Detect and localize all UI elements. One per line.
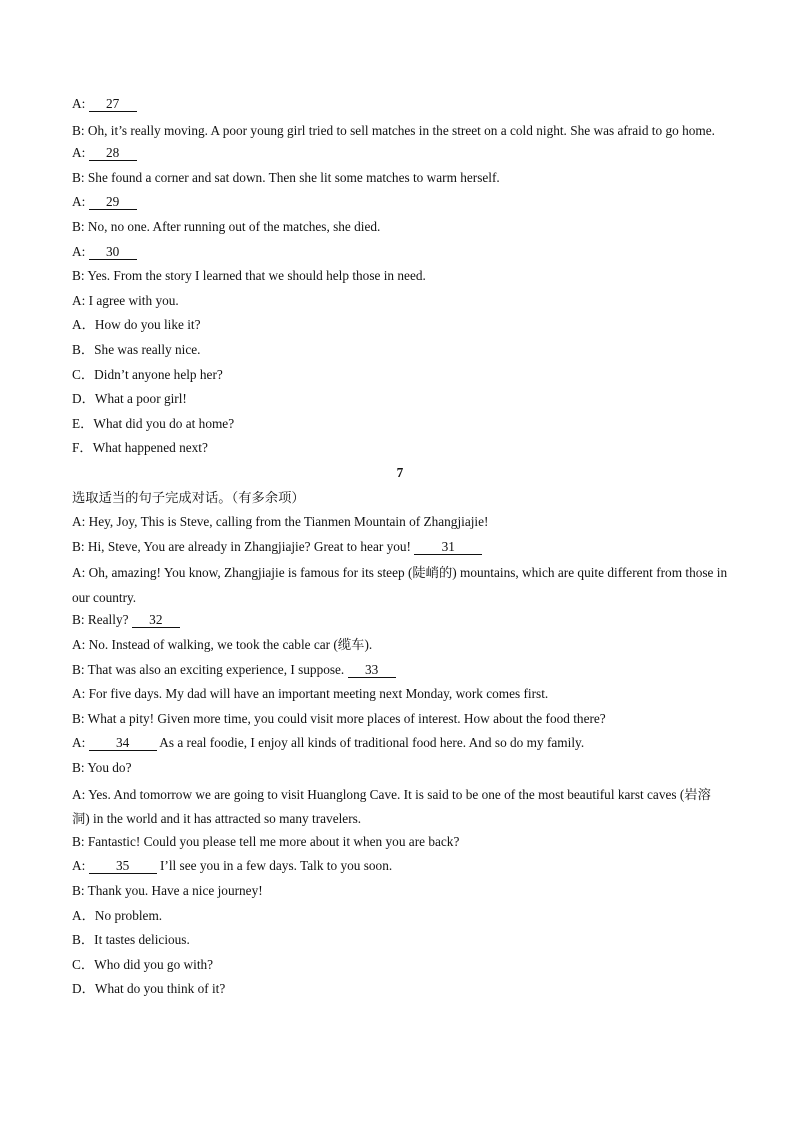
speaker-label: B:	[72, 122, 85, 138]
speaker-label: A:	[72, 243, 86, 259]
dialogue-text: Oh, it’s really moving. A poor young girl tried to sell matches in the street on a cold night. She was afraid to go home.	[87, 122, 715, 138]
answer-blank: 30	[89, 244, 137, 260]
question-number: 7	[396, 464, 404, 480]
dialogue-text: As a real foodie, I enjoy all kinds of traditional food here. And so do my family.	[159, 735, 585, 751]
option-item: E．What did you do at home?	[72, 415, 235, 431]
option-item: B．She was really nice.	[72, 341, 201, 357]
dialogue-line	[72, 537, 728, 562]
dialogue-line	[72, 856, 728, 881]
option-item: A．How do you like it?	[72, 317, 201, 333]
answer-blank: 32	[132, 612, 180, 628]
dialogue-line: A: Yes. And tomorrow we are going to visit Huanglong Cave. It is said to be one of the most beautiful karst caves (岩溶洞) in the world and it has attracted so many travelers.	[72, 786, 711, 827]
dialogue-text: She found a corner and sat down. Then she lit some matches to warm herself.	[87, 169, 500, 185]
instruction-text: 选取适当的句子完成对话。（有多余项）	[72, 489, 305, 505]
dialogue-line	[72, 119, 728, 144]
speaker-label: B:	[72, 218, 85, 234]
dialogue-line	[72, 242, 728, 267]
speaker-label: B:	[72, 169, 85, 185]
dialogue-text: B: That was also an exciting experience, I suppose.	[72, 661, 345, 677]
dialogue-line: A: Hey, Joy, This is Steve, calling from the Tianmen Mountain of Zhangjiajie!	[72, 514, 489, 530]
option-item: F．What happened next?	[72, 440, 208, 456]
dialogue-line	[72, 192, 728, 217]
option-item: D．What do you think of it?	[72, 981, 226, 997]
answer-blank: 28	[89, 145, 137, 161]
option-item: D．What a poor girl!	[72, 391, 187, 407]
document-page	[72, 94, 728, 1004]
dialogue-line	[72, 660, 728, 685]
dialogue-line: B: What a pity! Given more time, you could visit more places of interest. How about the food there?	[72, 710, 606, 726]
dialogue-line	[72, 217, 728, 242]
dialogue-line: A: Oh, amazing! You know, Zhangjiajie is famous for its steep (陡峭的) mountains, which are quite different from those in our country.	[72, 565, 728, 605]
speaker-label: A:	[72, 145, 86, 161]
dialogue-line: B: Thank you. Have a nice journey!	[72, 883, 263, 898]
dialogue-line: A: For five days. My dad will have an important meeting next Monday, work comes first.	[72, 686, 549, 702]
option-item: A．No problem.	[72, 907, 163, 923]
answer-blank: 31	[414, 539, 482, 555]
answer-blank: 27	[89, 96, 137, 112]
dialogue-text: No, no one. After running out of the matches, she died.	[87, 218, 381, 234]
dialogue-line	[72, 143, 728, 168]
dialogue-line	[72, 94, 728, 119]
answer-blank: 33	[348, 662, 396, 678]
answer-blank: 29	[89, 194, 137, 210]
option-item: C．Who did you go with?	[72, 956, 214, 972]
dialogue-line	[72, 168, 728, 193]
dialogue-line	[72, 266, 728, 291]
speaker-label: A:	[72, 194, 86, 210]
dialogue-line: B: You do?	[72, 760, 132, 776]
dialogue-line: B: Fantastic! Could you please tell me more about it when you are back?	[72, 833, 460, 849]
speaker-label: A:	[72, 858, 86, 874]
dialogue-line	[72, 291, 728, 316]
answer-blank: 35	[89, 858, 157, 874]
option-item: C．Didn’t anyone help her?	[72, 366, 223, 382]
dialogue-text: Yes. From the story I learned that we should help those in need.	[87, 268, 426, 284]
speaker-label: B:	[72, 268, 85, 284]
speaker-label: A:	[72, 96, 86, 111]
answer-blank: 34	[89, 735, 157, 751]
dialogue-text: I’ll see you in a few days. Talk to you soon.	[159, 858, 393, 874]
speaker-label: A:	[72, 292, 86, 308]
option-item: B．It tastes delicious.	[72, 932, 190, 948]
dialogue-line	[72, 610, 728, 635]
dialogue-text: B: Hi, Steve, You are already in Zhangjiajie? Great to hear you!	[72, 538, 411, 554]
dialogue-line	[72, 733, 728, 758]
dialogue-text: B: Really?	[72, 612, 129, 628]
speaker-label: A:	[72, 735, 86, 751]
dialogue-line: A: No. Instead of walking, we took the cable car (缆车).	[72, 637, 373, 653]
dialogue-text: I agree with you.	[88, 292, 179, 308]
